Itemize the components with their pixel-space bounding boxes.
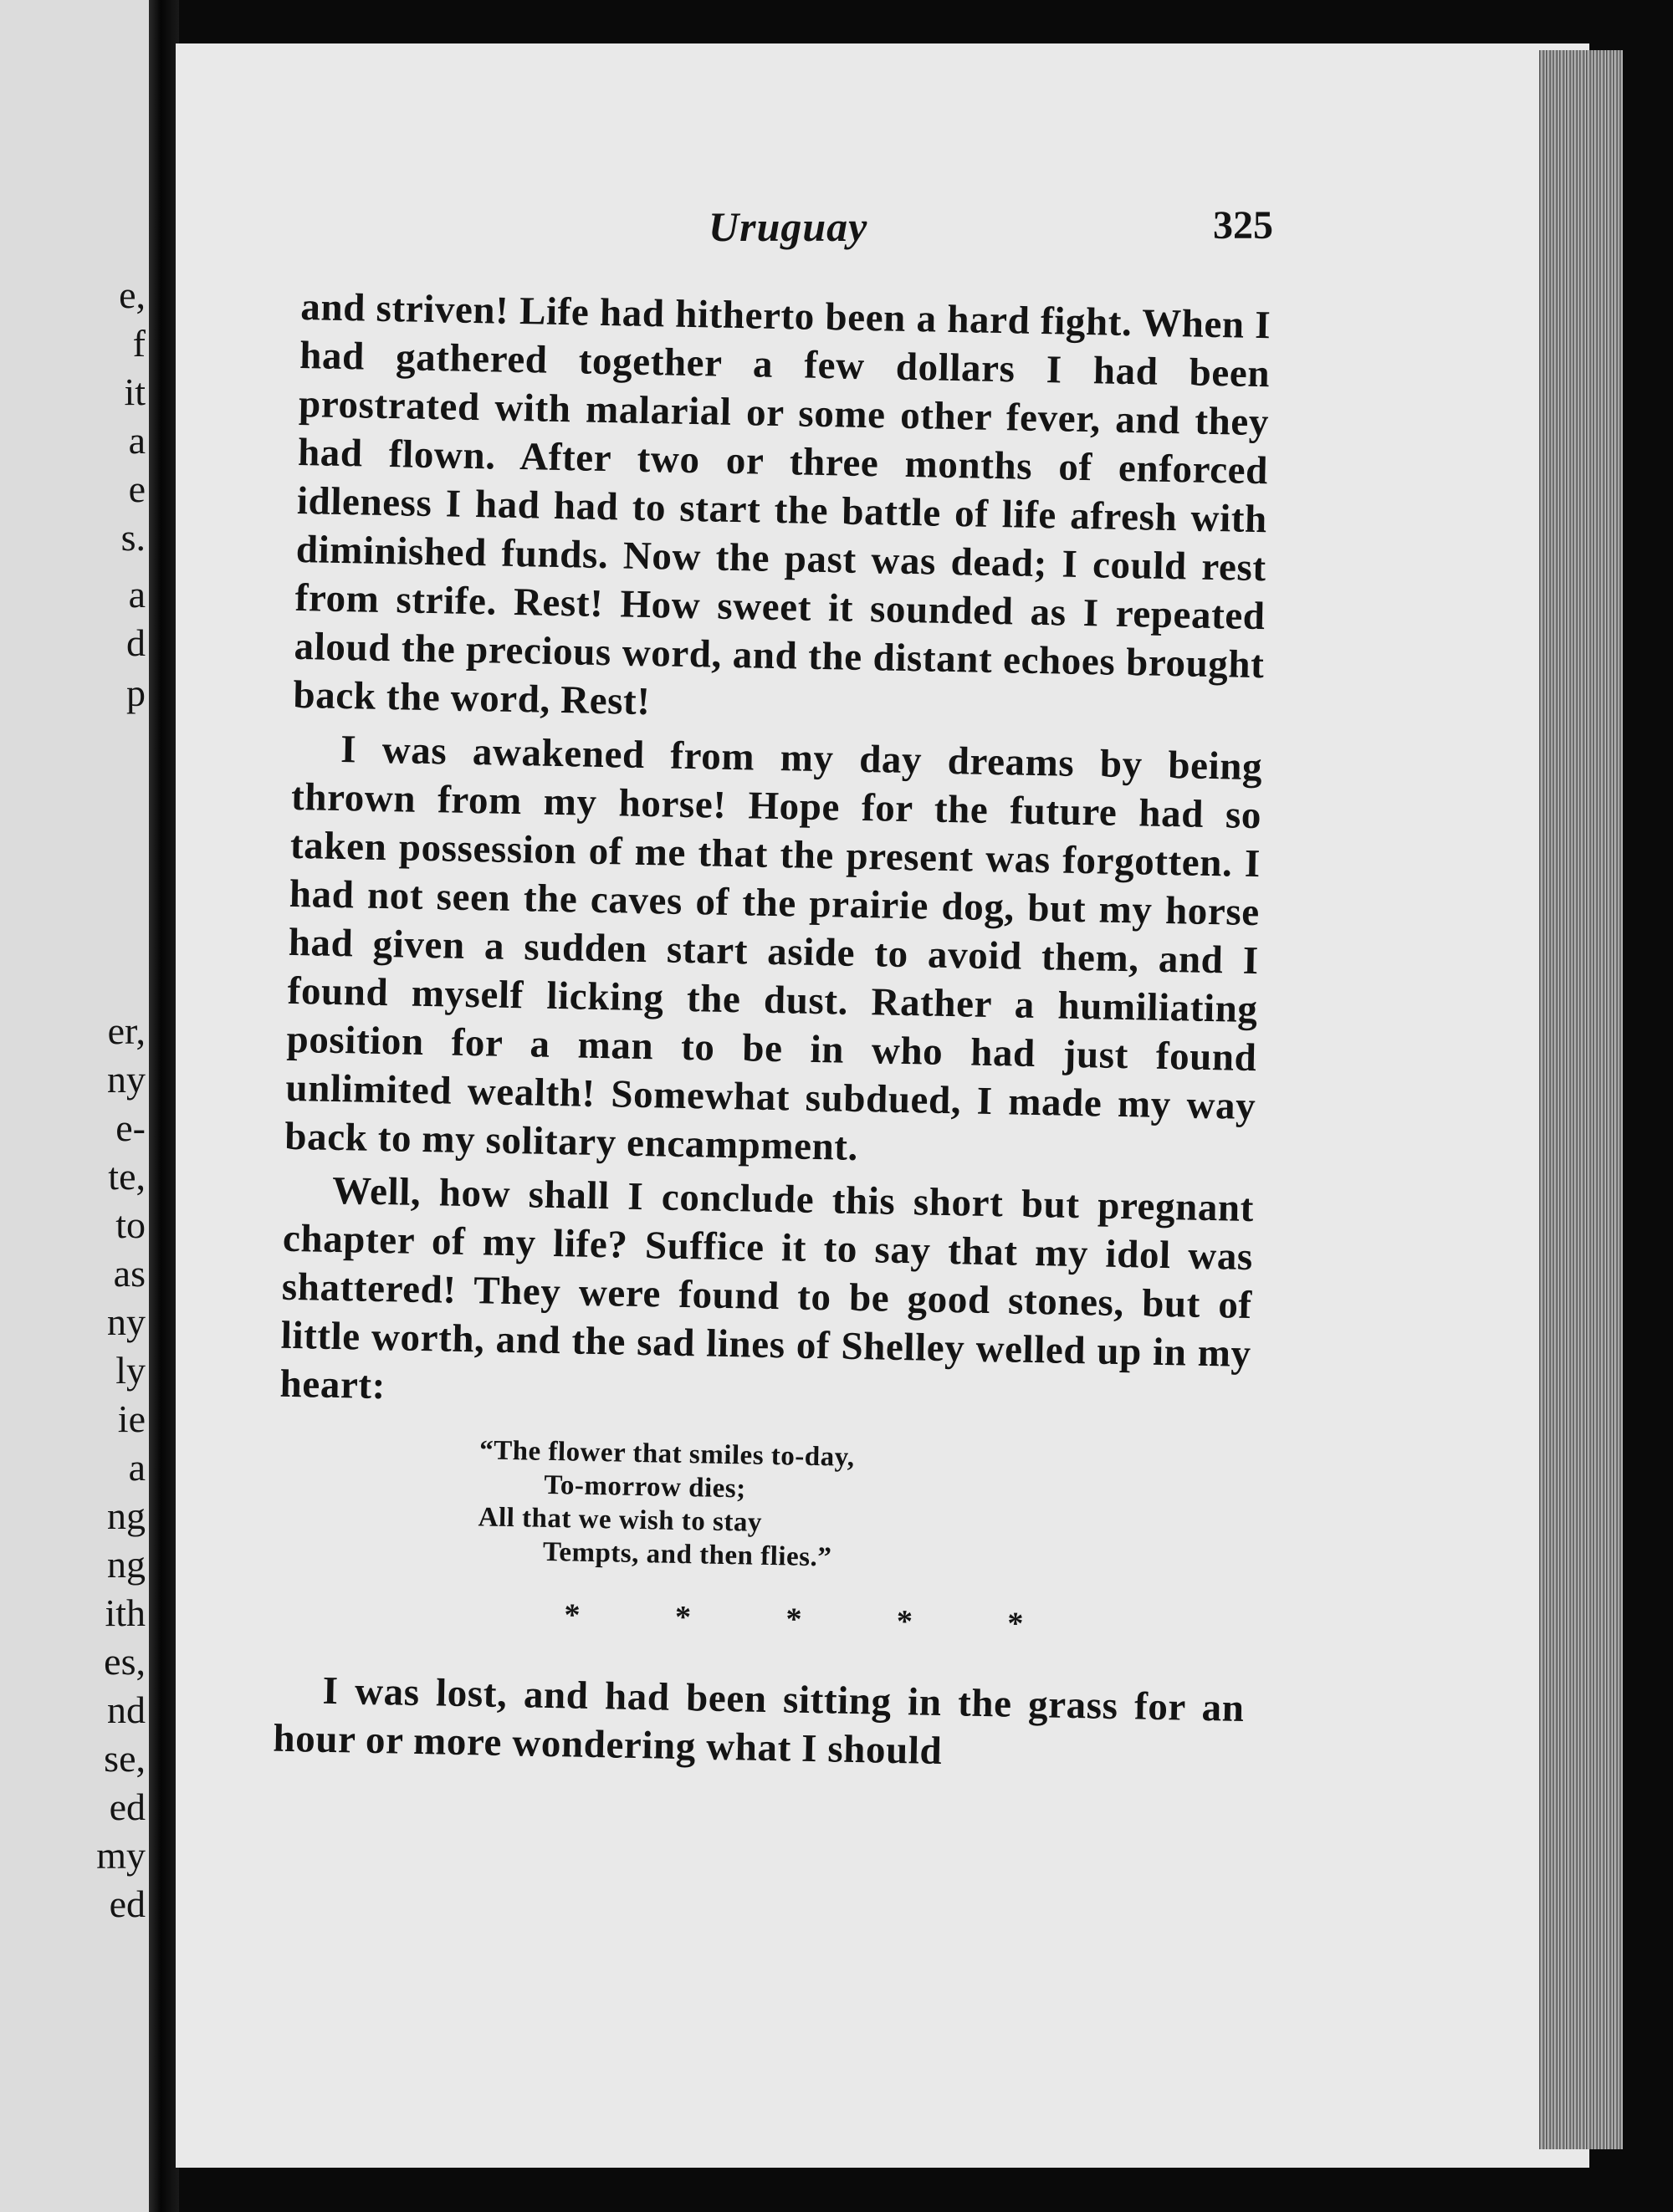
facing-page-text: a: [128, 1446, 146, 1489]
running-head: Uruguay: [709, 203, 868, 250]
page-edges: [1539, 50, 1623, 2149]
facing-page-text: s.: [120, 516, 146, 559]
paragraph: I was lost, and had been sitting in the grass for an hour or more wondering what I should: [273, 1668, 1245, 1774]
body-text: [273, 283, 1271, 1781]
facing-page-text: d: [126, 621, 146, 664]
facing-page-text: ly: [115, 1349, 146, 1392]
facing-page-text: e-: [115, 1106, 146, 1149]
facing-page-text: p: [126, 672, 146, 714]
facing-page-text: ed: [109, 1785, 146, 1828]
facing-page-text: f: [132, 322, 146, 365]
facing-page-text: ny: [107, 1300, 146, 1343]
facing-page-text: it: [124, 370, 146, 413]
facing-page-text: te,: [108, 1155, 146, 1198]
book-gutter: [149, 0, 179, 2212]
paragraph: and striven! Life had hitherto been a hard fight. When I had gathered together a few dollars I had been prostrated with malarial or some other fever, and they had flown. After two or three months of enforced idleness I had had to start the battle of life afresh with diminished funds. Now the past was dead; I could rest from strife. Rest! How sweet it sounded as I repeated aloud the precious word, and the distant echoes brought back the word, Rest!: [293, 284, 1271, 724]
poem-line: To-morrow dies;: [544, 1469, 747, 1504]
facing-page-text: er,: [107, 1009, 146, 1052]
facing-page-text: se,: [104, 1737, 146, 1780]
paragraph: I was awakened from my day dreams by being thrown from my horse! Hope for the future had so taken possession of me that the present was forgotten. I had not seen the caves of the prairie dog, but my horse had given a sudden start aside to avoid them, and I found myself licking the dust. Rather a humiliating position for a man to be in who had just found unlimited wealth! Somewhat subdued, I made my way back to my solitary encampment.: [284, 728, 1263, 1169]
facing-page-text: e,: [119, 273, 146, 316]
facing-page-text: e: [128, 467, 146, 510]
poem-line: “The flower that smiles to-day,: [478, 1435, 855, 1473]
poem-line: All that we wish to stay: [478, 1502, 763, 1538]
page-number: 325: [1213, 203, 1273, 248]
section-separator: * * * * *: [564, 1597, 1067, 1642]
facing-page-text: a: [128, 573, 146, 616]
facing-page-text: a: [128, 419, 146, 462]
poem-line: Tempts, and then flies.”: [542, 1536, 832, 1573]
facing-page-text: ng: [107, 1543, 146, 1586]
paragraph: Well, how shall I conclude this short but pregnant chapter of my life? Suffice it to say that my idol was shattered! They were found to be good stones, but of little worth, and the sad lines of Shelley welled up in my heart:: [279, 1168, 1255, 1408]
facing-page-text: ny: [107, 1058, 146, 1101]
facing-page-fragment: [0, 0, 149, 2212]
facing-page-text: es,: [104, 1640, 146, 1683]
facing-page-text: nd: [107, 1688, 146, 1731]
facing-page-text: ie: [117, 1397, 146, 1440]
facing-page-text: my: [96, 1834, 146, 1877]
facing-page-text: to: [115, 1203, 146, 1246]
poem-quote: [478, 1433, 1250, 1582]
facing-page-text: ith: [105, 1591, 146, 1634]
facing-page-text: as: [113, 1252, 146, 1295]
facing-page-text: ed: [109, 1882, 146, 1925]
facing-page-text: ng: [107, 1494, 146, 1537]
page-header: [320, 202, 1273, 261]
